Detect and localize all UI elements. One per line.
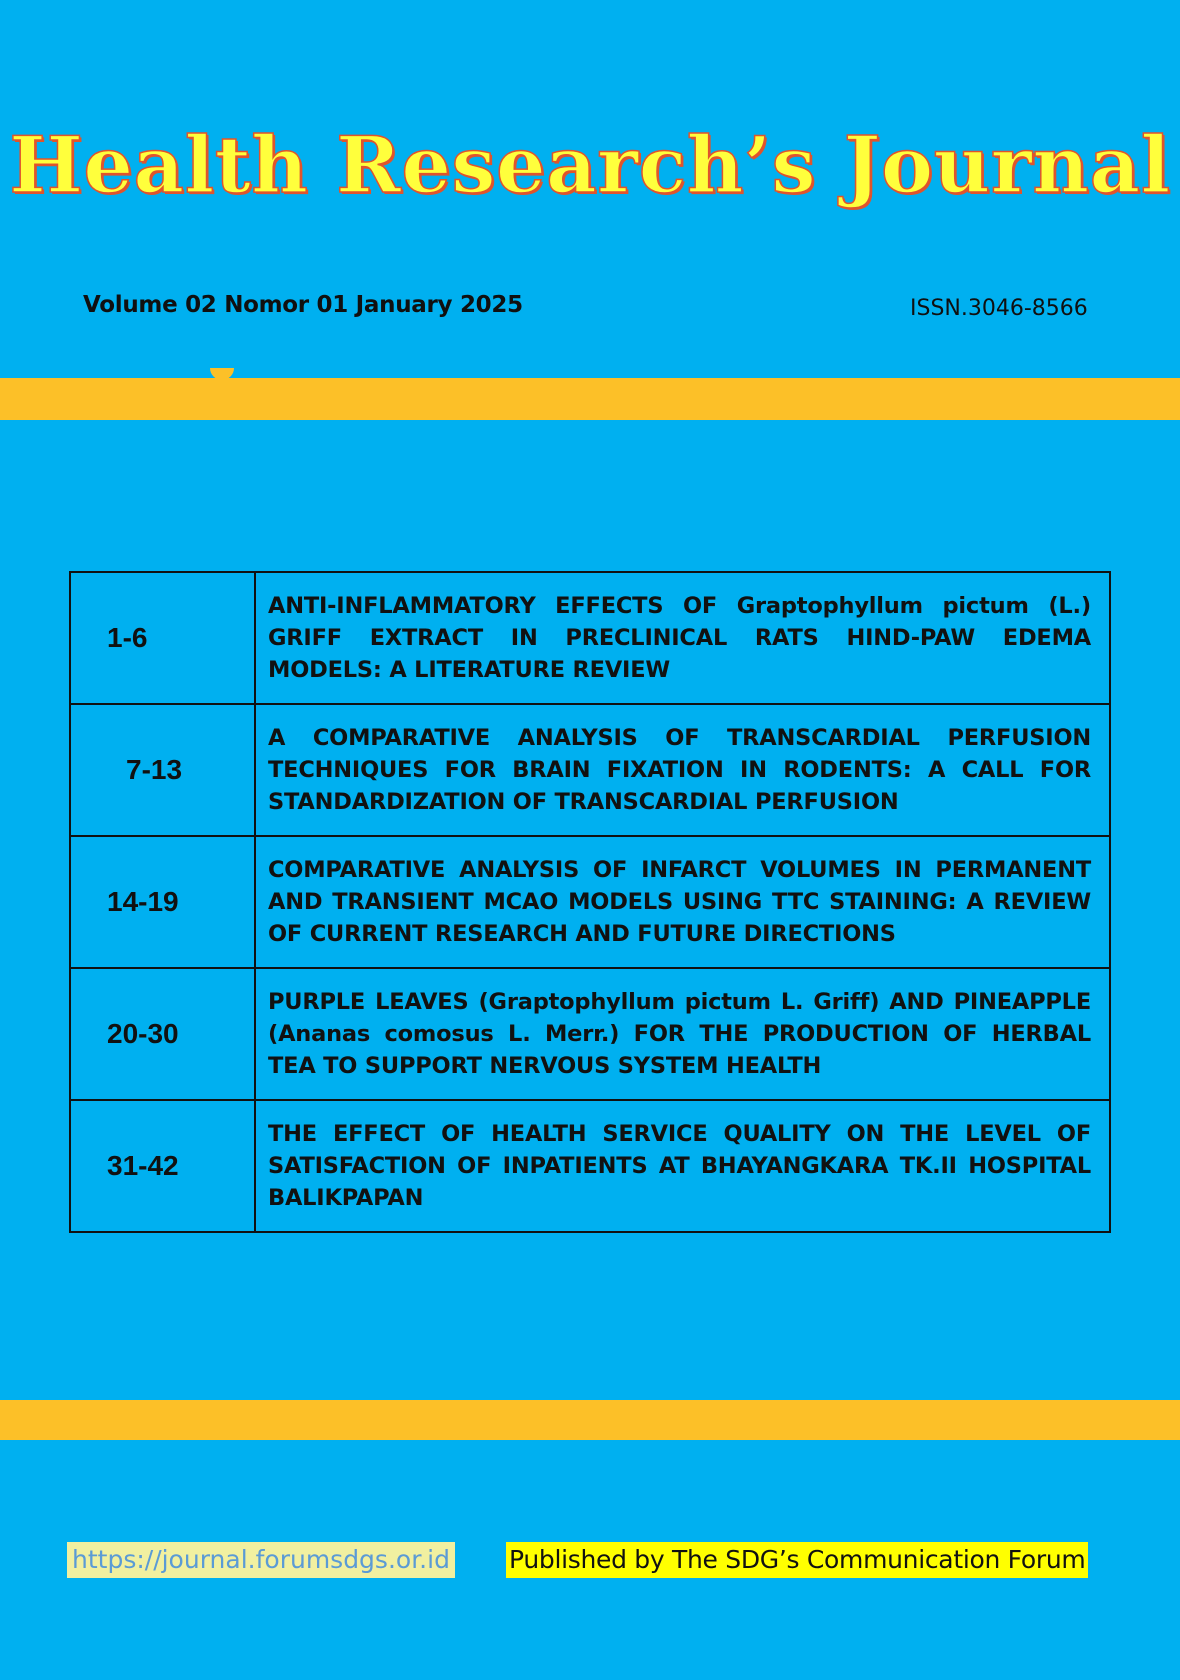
table-row xyxy=(70,704,1110,836)
page-range-cell xyxy=(70,572,255,704)
page-range: 31-42 xyxy=(107,1150,179,1181)
page-range-cell xyxy=(70,968,255,1100)
table-row xyxy=(70,968,1110,1100)
issue-info: Volume 02 Nomor 01 January 2025 xyxy=(83,292,523,318)
page-range: 14-19 xyxy=(107,886,179,917)
page-range: 1-6 xyxy=(107,622,148,653)
page-range-cell xyxy=(70,1100,255,1232)
issn-number: ISSN.3046-8566 xyxy=(910,296,1088,321)
page-range-cell xyxy=(70,836,255,968)
table-row xyxy=(70,836,1110,968)
table-row xyxy=(70,572,1110,704)
bottom-color-band xyxy=(0,1400,1180,1440)
journal-title: Health Research’s Journal xyxy=(9,120,1171,211)
table-row xyxy=(70,1100,1110,1232)
top-color-band xyxy=(0,378,1180,420)
page-range: 7-13 xyxy=(126,754,183,785)
article-title: THE EFFECT OF HEALTH SERVICE QUALITY ON THE LEVEL OF SATISFACTION OF INPATIENTS AT BHAYANGKARA TK.II HOSPITAL BALIKPAPAN xyxy=(255,1100,1110,1232)
page-range: 20-30 xyxy=(107,1018,179,1049)
article-title: COMPARATIVE ANALYSIS OF INFARCT VOLUMES IN PERMANENT AND TRANSIENT MCAO MODELS USING TTC STAINING: A REVIEW OF CURRENT RESEARCH AND FUTURE DIRECTIONS xyxy=(255,836,1110,968)
article-title: ANTI-INFLAMMATORY EFFECTS OF Graptophyllum pictum (L.) GRIFF EXTRACT IN PRECLINICAL RATS HIND-PAW EDEMA MODELS: A LITERATURE REVIEW xyxy=(255,572,1110,704)
page-range-cell xyxy=(70,704,255,836)
table-of-contents xyxy=(69,571,1111,1233)
publisher-text: Published by The SDG’s Communication Forum xyxy=(506,1542,1088,1578)
journal-url-link[interactable]: https://journal.forumsdgs.or.id xyxy=(67,1542,455,1578)
article-title: PURPLE LEAVES (Graptophyllum pictum L. Griff) AND PINEAPPLE (Ananas comosus L. Merr.) FOR THE PRODUCTION OF HERBAL TEA TO SUPPORT NERVOUS SYSTEM HEALTH xyxy=(255,968,1110,1100)
article-title: A COMPARATIVE ANALYSIS OF TRANSCARDIAL PERFUSION TECHNIQUES FOR BRAIN FIXATION IN RODENTS: A CALL FOR STANDARDIZATION OF TRANSCARDIAL PERFUSION xyxy=(255,704,1110,836)
